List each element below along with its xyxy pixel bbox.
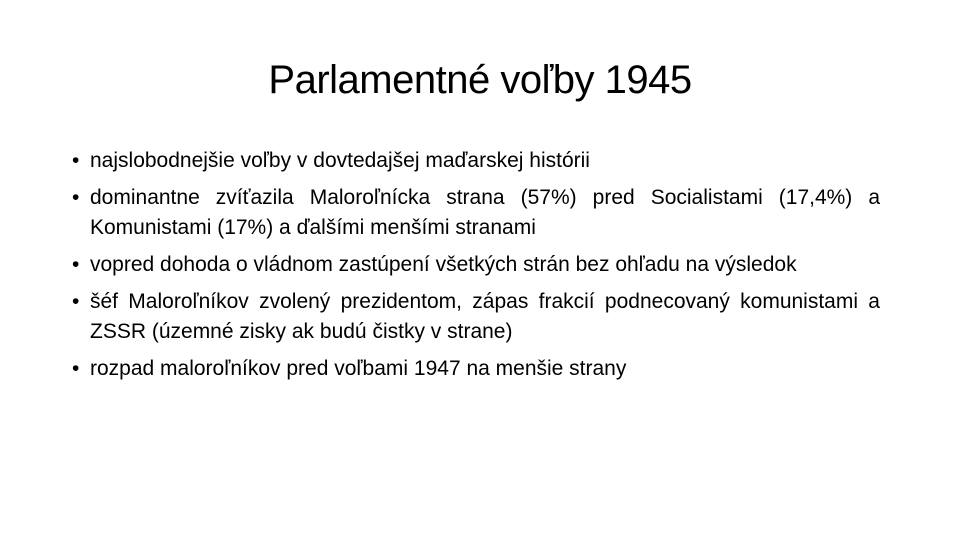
bullet-item-3 bbox=[72, 250, 880, 280]
bullet-item-4 bbox=[72, 287, 880, 347]
bullet-dot-icon: • bbox=[72, 186, 80, 209]
slide-title: Parlamentné voľby 1945 bbox=[268, 58, 692, 102]
bullet-item-5 bbox=[72, 354, 880, 384]
bullet-dot-icon: • bbox=[72, 357, 80, 380]
bullet-text: rozpad maloroľníkov pred voľbami 1947 na menšie strany bbox=[90, 357, 627, 380]
bullet-dot-icon: • bbox=[72, 290, 80, 313]
bullet-item-1 bbox=[72, 146, 880, 176]
bullet-dot-icon: • bbox=[72, 149, 80, 172]
bullet-text: vopred dohoda o vládnom zastúpení všetkých strán bez ohľadu na výsledok bbox=[90, 253, 797, 276]
bullet-dot-icon: • bbox=[72, 253, 80, 276]
bullet-text: dominantne zvíťazila Maloroľnícka strana (57%) pred Socialistami (17,4%) a Komunistami (17%) a ďalšími menšími stranami bbox=[90, 186, 880, 239]
bullet-text: najslobodnejšie voľby v dovtedajšej maďarskej histórii bbox=[90, 149, 590, 172]
bullet-list bbox=[72, 146, 880, 391]
bullet-text: šéf Maloroľníkov zvolený prezidentom, zápas frakcií podnecovaný komunistami a ZSSR (územné zisky ak budú čistky v strane) bbox=[90, 290, 880, 343]
bullet-item-2 bbox=[72, 183, 880, 243]
